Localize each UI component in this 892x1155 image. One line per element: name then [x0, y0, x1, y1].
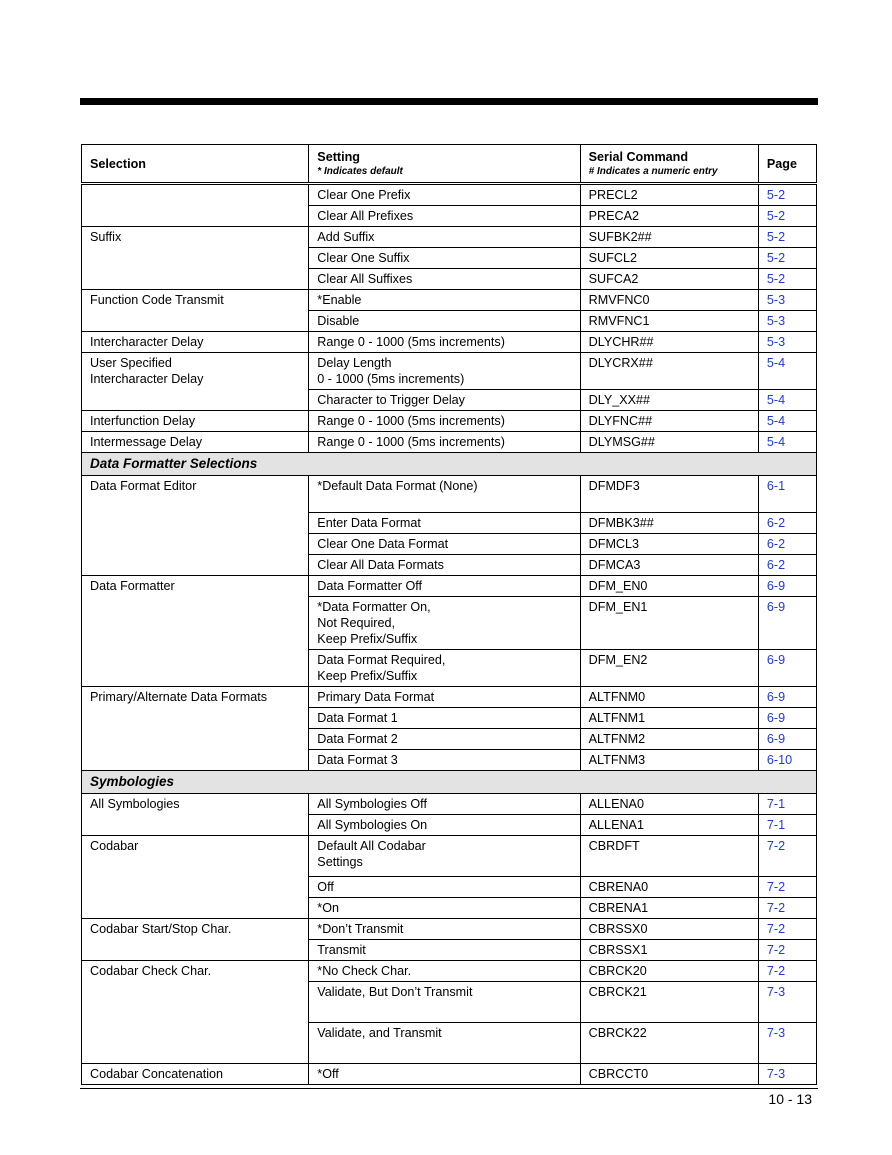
cell-serial-command: PRECA2 — [580, 206, 758, 227]
cell-setting — [309, 353, 580, 390]
cell-selection — [82, 940, 309, 961]
setting-line: Primary Data Format — [317, 690, 435, 704]
setting-line: All Symbologies Off — [317, 797, 427, 811]
table-row — [82, 836, 817, 877]
page-link[interactable]: 7-2 — [758, 919, 816, 940]
cell-setting — [309, 290, 580, 311]
cell-selection — [82, 476, 309, 513]
page-link[interactable]: 5-4 — [758, 390, 816, 411]
cell-setting — [309, 206, 580, 227]
setting-line: Data Format 3 — [317, 753, 398, 767]
bottom-rule — [80, 1088, 818, 1089]
cell-serial-command: ALTFNM0 — [580, 687, 758, 708]
table-row — [82, 411, 817, 432]
cell-selection — [82, 898, 309, 919]
setting-line: 0 - 1000 (5ms increments) — [317, 372, 465, 386]
cell-setting — [309, 708, 580, 729]
cell-selection — [82, 432, 309, 453]
cell-selection — [82, 555, 309, 576]
cell-serial-command: DLYFNC## — [580, 411, 758, 432]
setting-line: Delay Length — [317, 356, 392, 370]
section-title: Symbologies — [82, 771, 817, 794]
page-link[interactable]: 5-2 — [758, 206, 816, 227]
setting-line: All Symbologies On — [317, 818, 428, 832]
cell-serial-command: CBRCK20 — [580, 961, 758, 982]
section-header-row — [82, 771, 817, 794]
page-link[interactable]: 5-3 — [758, 332, 816, 353]
table-row — [82, 940, 817, 961]
setting-line: Clear One Data Format — [317, 537, 449, 551]
selection-line: Intercharacter Delay — [90, 335, 204, 349]
page-link[interactable]: 6-9 — [758, 650, 816, 687]
table-row — [82, 290, 817, 311]
table-row — [82, 708, 817, 729]
cell-serial-command: CBRENA1 — [580, 898, 758, 919]
setting-line: Off — [317, 880, 334, 894]
cell-serial-command: CBRSSX1 — [580, 940, 758, 961]
cell-setting — [309, 513, 580, 534]
section-header-row — [82, 453, 817, 476]
cell-setting — [309, 877, 580, 898]
cell-setting — [309, 729, 580, 750]
page-link[interactable]: 6-9 — [758, 729, 816, 750]
page-link[interactable]: 7-2 — [758, 961, 816, 982]
selection-line: Codabar Check Char. — [90, 964, 212, 978]
cell-serial-command: DFM_EN1 — [580, 597, 758, 650]
cell-selection — [82, 184, 309, 206]
page-link[interactable]: 6-9 — [758, 687, 816, 708]
setting-line: *On — [317, 901, 339, 915]
table-row — [82, 269, 817, 290]
page-link[interactable]: 6-10 — [758, 750, 816, 771]
table-row — [82, 961, 817, 982]
cell-setting — [309, 411, 580, 432]
cell-selection — [82, 982, 309, 1023]
cell-setting — [309, 390, 580, 411]
cell-setting — [309, 184, 580, 206]
cell-setting — [309, 650, 580, 687]
cell-serial-command: ALLENA0 — [580, 794, 758, 815]
setting-line: Data Format 2 — [317, 732, 398, 746]
cell-serial-command: CBRENA0 — [580, 877, 758, 898]
table-row — [82, 729, 817, 750]
cell-serial-command: ALTFNM3 — [580, 750, 758, 771]
table-row — [82, 877, 817, 898]
cell-selection — [82, 729, 309, 750]
table-row — [82, 332, 817, 353]
table-row — [82, 750, 817, 771]
page-link[interactable]: 6-9 — [758, 708, 816, 729]
cell-selection — [82, 708, 309, 729]
cell-selection — [82, 576, 309, 597]
setting-line: Disable — [317, 314, 360, 328]
cell-selection — [82, 390, 309, 411]
cell-selection — [82, 877, 309, 898]
cell-serial-command: DFMCL3 — [580, 534, 758, 555]
cell-serial-command: DFM_EN2 — [580, 650, 758, 687]
cell-setting — [309, 311, 580, 332]
setting-line: Range 0 - 1000 (5ms increments) — [317, 335, 505, 349]
table-row — [82, 898, 817, 919]
setting-line: Range 0 - 1000 (5ms increments) — [317, 435, 505, 449]
cell-serial-command: CBRDFT — [580, 836, 758, 877]
table-row — [82, 248, 817, 269]
setting-line: Not Required, — [317, 616, 395, 630]
page-link[interactable]: 5-3 — [758, 290, 816, 311]
selection-line: Intercharacter Delay — [90, 372, 204, 386]
selection-line: Suffix — [90, 230, 122, 244]
cell-serial-command: DFMCA3 — [580, 555, 758, 576]
selection-line: Codabar — [90, 839, 139, 853]
cell-setting — [309, 750, 580, 771]
header-setting: Setting * Indicates default — [309, 145, 580, 184]
page-link[interactable]: 7-2 — [758, 877, 816, 898]
cell-selection — [82, 353, 309, 390]
cell-setting — [309, 1064, 580, 1085]
page-link[interactable]: 5-4 — [758, 432, 816, 453]
cell-serial-command: ALTFNM1 — [580, 708, 758, 729]
cell-serial-command: PRECL2 — [580, 184, 758, 206]
cell-setting — [309, 687, 580, 708]
page-link[interactable]: 6-2 — [758, 534, 816, 555]
cell-serial-command: DLYCHR## — [580, 332, 758, 353]
table-row — [82, 650, 817, 687]
table-row — [82, 390, 817, 411]
cell-setting — [309, 919, 580, 940]
table-row — [82, 597, 817, 650]
setting-line: Add Suffix — [317, 230, 375, 244]
table-row — [82, 513, 817, 534]
cell-setting — [309, 555, 580, 576]
cell-selection — [82, 269, 309, 290]
table-row — [82, 353, 817, 390]
page-link[interactable]: 7-1 — [758, 815, 816, 836]
cell-setting — [309, 898, 580, 919]
cell-setting — [309, 227, 580, 248]
cell-selection — [82, 794, 309, 815]
cell-serial-command: SUFBK2## — [580, 227, 758, 248]
cell-selection — [82, 687, 309, 708]
selection-line: All Symbologies — [90, 797, 180, 811]
selection-line: Data Formatter — [90, 579, 175, 593]
setting-line: Clear One Suffix — [317, 251, 410, 265]
table-row — [82, 815, 817, 836]
cell-selection — [82, 1064, 309, 1085]
cell-selection — [82, 650, 309, 687]
page-link[interactable]: 5-2 — [758, 248, 816, 269]
setting-line: Keep Prefix/Suffix — [317, 632, 418, 646]
cell-setting — [309, 597, 580, 650]
setting-line: Clear All Prefixes — [317, 209, 414, 223]
table-header-row — [82, 145, 817, 184]
page-link[interactable]: 5-4 — [758, 411, 816, 432]
cell-selection — [82, 815, 309, 836]
table-row — [82, 982, 817, 1023]
cell-selection — [82, 227, 309, 248]
table-row — [82, 476, 817, 513]
page-link[interactable]: 7-3 — [758, 982, 816, 1023]
page-link[interactable]: 5-4 — [758, 353, 816, 390]
cell-serial-command: CBRSSX0 — [580, 919, 758, 940]
cell-setting — [309, 1023, 580, 1064]
table-row — [82, 1023, 817, 1064]
cell-setting — [309, 432, 580, 453]
cell-serial-command: CBRCK22 — [580, 1023, 758, 1064]
table-row — [82, 206, 817, 227]
cell-setting — [309, 332, 580, 353]
selection-line: Intermessage Delay — [90, 435, 202, 449]
section-title: Data Formatter Selections — [82, 453, 817, 476]
table-row — [82, 687, 817, 708]
table-row — [82, 794, 817, 815]
selection-line: Function Code Transmit — [90, 293, 224, 307]
cell-serial-command: SUFCL2 — [580, 248, 758, 269]
cell-selection — [82, 332, 309, 353]
cell-setting — [309, 794, 580, 815]
cell-setting — [309, 248, 580, 269]
page-link[interactable]: 6-1 — [758, 476, 816, 513]
page-link[interactable]: 7-2 — [758, 836, 816, 877]
setting-line: *Enable — [317, 293, 362, 307]
table-row — [82, 576, 817, 597]
setting-line: Keep Prefix/Suffix — [317, 669, 418, 683]
setting-line: Clear All Suffixes — [317, 272, 413, 286]
page-link[interactable]: 5-2 — [758, 227, 816, 248]
page-link[interactable]: 7-2 — [758, 940, 816, 961]
page-link[interactable]: 6-9 — [758, 597, 816, 650]
setting-line: Default All Codabar — [317, 839, 426, 853]
header-page: Page — [758, 145, 816, 184]
cell-selection — [82, 597, 309, 650]
cell-selection — [82, 206, 309, 227]
page-link[interactable]: 6-9 — [758, 576, 816, 597]
table-row — [82, 534, 817, 555]
cell-setting — [309, 476, 580, 513]
selection-line: User Specified — [90, 356, 172, 370]
table-row — [82, 184, 817, 206]
setting-line: *Don’t Transmit — [317, 922, 404, 936]
selection-line: Data Format Editor — [90, 479, 197, 493]
cell-serial-command: RMVFNC1 — [580, 311, 758, 332]
page-link[interactable]: 5-3 — [758, 311, 816, 332]
table-row — [82, 919, 817, 940]
cell-serial-command: SUFCA2 — [580, 269, 758, 290]
setting-line: Validate, But Don’t Transmit — [317, 985, 473, 999]
page-number: 10 - 13 — [768, 1091, 812, 1107]
cell-setting — [309, 982, 580, 1023]
cell-serial-command: DLYMSG## — [580, 432, 758, 453]
selection-line: Interfunction Delay — [90, 414, 196, 428]
cell-setting — [309, 576, 580, 597]
cell-selection — [82, 248, 309, 269]
setting-line: Transmit — [317, 943, 366, 957]
selection-line: Codabar Start/Stop Char. — [90, 922, 232, 936]
setting-line: Data Format 1 — [317, 711, 398, 725]
cell-setting — [309, 940, 580, 961]
cell-selection — [82, 290, 309, 311]
cell-setting — [309, 269, 580, 290]
cell-serial-command: DFM_EN0 — [580, 576, 758, 597]
table-row — [82, 227, 817, 248]
cell-selection — [82, 513, 309, 534]
setting-line: *No Check Char. — [317, 964, 412, 978]
setting-line: Character to Trigger Delay — [317, 393, 465, 407]
cell-setting — [309, 534, 580, 555]
cell-selection — [82, 311, 309, 332]
cell-setting — [309, 961, 580, 982]
cell-selection — [82, 919, 309, 940]
cell-serial-command: DFMBK3## — [580, 513, 758, 534]
top-rule — [80, 98, 818, 105]
cell-serial-command: CBRCCT0 — [580, 1064, 758, 1085]
setting-line: Validate, and Transmit — [317, 1026, 442, 1040]
selection-line: Codabar Concatenation — [90, 1067, 224, 1081]
page-link[interactable]: 5-2 — [758, 269, 816, 290]
cell-serial-command: DLY_XX## — [580, 390, 758, 411]
page-link[interactable]: 7-1 — [758, 794, 816, 815]
cell-selection — [82, 534, 309, 555]
setting-line: *Data Formatter On, — [317, 600, 431, 614]
selection-line: Primary/Alternate Data Formats — [90, 690, 268, 704]
page-link[interactable]: 7-2 — [758, 898, 816, 919]
cell-selection — [82, 750, 309, 771]
page-link[interactable]: 7-3 — [758, 1023, 816, 1064]
table-row — [82, 555, 817, 576]
table-row — [82, 432, 817, 453]
page-link[interactable]: 7-3 — [758, 1064, 816, 1085]
cell-serial-command: ALTFNM2 — [580, 729, 758, 750]
table-row — [82, 311, 817, 332]
cell-setting — [309, 815, 580, 836]
setting-line: *Off — [317, 1067, 339, 1081]
cell-setting — [309, 836, 580, 877]
cell-serial-command: CBRCK21 — [580, 982, 758, 1023]
header-serial-command: Serial Command # Indicates a numeric entry — [580, 145, 758, 184]
setting-line: Data Formatter Off — [317, 579, 423, 593]
table-row — [82, 1064, 817, 1085]
setting-line: *Default Data Format (None) — [317, 479, 478, 493]
serial-command-table — [81, 144, 817, 1085]
setting-line: Enter Data Format — [317, 516, 421, 530]
cell-serial-command: DLYCRX## — [580, 353, 758, 390]
setting-line: Clear One Prefix — [317, 188, 411, 202]
setting-line: Clear All Data Formats — [317, 558, 444, 572]
cell-serial-command: DFMDF3 — [580, 476, 758, 513]
cell-selection — [82, 411, 309, 432]
header-setting-note: * Indicates default — [317, 166, 403, 177]
header-serial-note: # Indicates a numeric entry — [588, 166, 718, 177]
setting-line: Range 0 - 1000 (5ms increments) — [317, 414, 505, 428]
setting-line: Settings — [317, 855, 363, 869]
setting-line: Data Format Required, — [317, 653, 446, 667]
page-link[interactable]: 5-2 — [758, 184, 816, 206]
page-link[interactable]: 6-2 — [758, 555, 816, 576]
cell-serial-command: RMVFNC0 — [580, 290, 758, 311]
page-link[interactable]: 6-2 — [758, 513, 816, 534]
cell-selection — [82, 961, 309, 982]
cell-selection — [82, 836, 309, 877]
cell-selection — [82, 1023, 309, 1064]
header-selection: Selection — [82, 145, 309, 184]
cell-serial-command: ALLENA1 — [580, 815, 758, 836]
